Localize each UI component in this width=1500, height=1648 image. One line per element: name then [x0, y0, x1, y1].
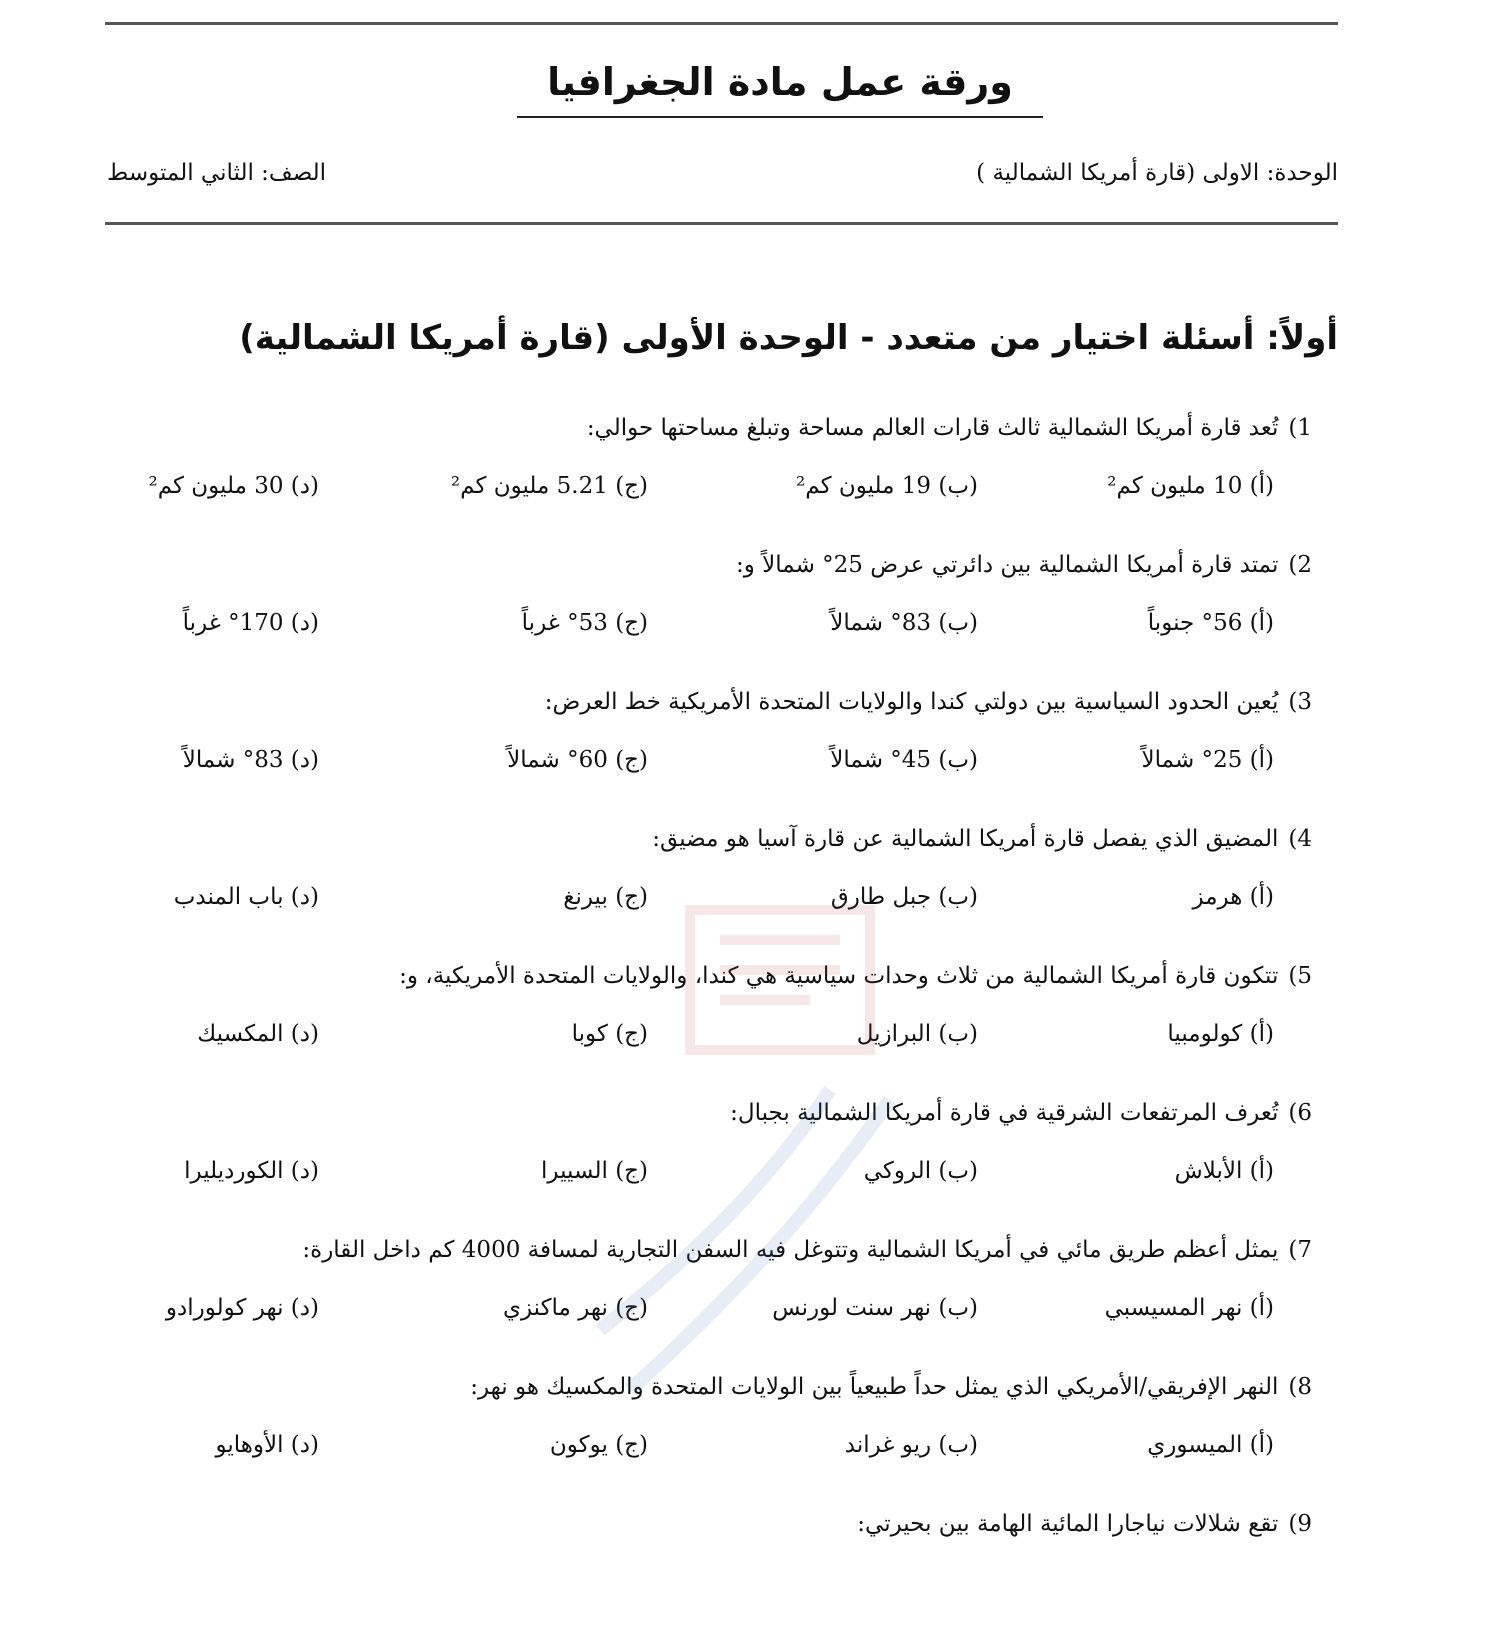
- question-item: [102, 1374, 1312, 1511]
- question-text: [399, 963, 1312, 989]
- answer-option[interactable]: (ب) جبل طارق: [830, 884, 978, 910]
- question-text: [302, 1237, 1312, 1263]
- question-item: [102, 689, 1312, 826]
- answer-options: [114, 1295, 1274, 1329]
- question-number: 6): [1288, 1100, 1312, 1126]
- question-number: 7): [1288, 1237, 1312, 1263]
- answer-option[interactable]: (د) باب المندب: [173, 884, 319, 910]
- question-text: [587, 415, 1312, 441]
- answer-options: [114, 747, 1274, 781]
- question-prompt: يُعين الحدود السياسية بين دولتي كندا والولايات المتحدة الأمريكية خط العرض:: [544, 689, 1279, 715]
- questions-list: [102, 415, 1312, 1648]
- answer-option[interactable]: (أ) 56° جنوباً: [1147, 610, 1274, 636]
- question-text: [730, 1100, 1312, 1126]
- answer-option[interactable]: (أ) 10 مليون كم²: [1107, 473, 1274, 499]
- answer-option[interactable]: (ج) يوكون: [549, 1432, 648, 1458]
- title-container: [0, 60, 1500, 118]
- question-number: 5): [1288, 963, 1312, 989]
- question-number: 3): [1288, 689, 1312, 715]
- answer-option[interactable]: (أ) 25° شمالاً: [1141, 747, 1274, 773]
- answer-option[interactable]: (أ) الميسوري: [1147, 1432, 1274, 1458]
- answer-option[interactable]: (د) الكورديليرا: [184, 1158, 319, 1184]
- answer-option[interactable]: (ب) الروكي: [863, 1158, 978, 1184]
- answer-option[interactable]: (ب) البرازيل: [856, 1021, 978, 1047]
- answer-option[interactable]: (ب) ريو غراند: [844, 1432, 978, 1458]
- question-prompt: النهر الإفريقي/الأمريكي الذي يمثل حداً طبيعياً بين الولايات المتحدة والمكسيك هو نهر:: [470, 1374, 1279, 1400]
- answer-option[interactable]: (د) نهر كولورادو: [165, 1295, 319, 1321]
- worksheet-title: ورقة عمل مادة الجغرافيا: [517, 60, 1043, 118]
- question-number: 4): [1288, 826, 1312, 852]
- question-item: [102, 963, 1312, 1100]
- header-divider: [105, 222, 1338, 225]
- answer-option[interactable]: (د) 30 مليون كم²: [148, 473, 319, 499]
- question-number: 1): [1288, 415, 1312, 441]
- answer-options: [114, 1432, 1274, 1466]
- unit-label: الوحدة: الاولى (قارة أمريكا الشمالية ): [976, 160, 1338, 186]
- answer-option[interactable]: (أ) الأبلاش: [1174, 1158, 1274, 1184]
- question-text: [545, 689, 1312, 715]
- answer-option[interactable]: (د) المكسيك: [197, 1021, 319, 1047]
- answer-option[interactable]: (د) 83° شمالاً: [182, 747, 319, 773]
- answer-option[interactable]: (ج) 60° شمالاً: [507, 747, 648, 773]
- question-prompt: تُعرف المرتفعات الشرقية في قارة أمريكا الشمالية بجبال:: [730, 1100, 1279, 1126]
- answer-option[interactable]: (أ) هرمز: [1192, 884, 1274, 910]
- answer-options: [114, 884, 1274, 918]
- question-prompt: المضيق الذي يفصل قارة أمريكا الشمالية عن قارة آسيا هو مضيق:: [652, 826, 1279, 852]
- answer-option[interactable]: (ب) 45° شمالاً: [830, 747, 978, 773]
- question-prompt: تُعد قارة أمريكا الشمالية ثالث قارات العالم مساحة وتبلغ مساحتها حوالي:: [586, 415, 1279, 441]
- question-prompt: يمثل أعظم طريق مائي في أمريكا الشمالية وتتوغل فيه السفن التجارية لمسافة 4000 كم داخل القارة:: [302, 1237, 1279, 1263]
- answer-option[interactable]: (ج) كوبا: [571, 1021, 648, 1047]
- answer-options: [114, 1021, 1274, 1055]
- answer-option[interactable]: (ج) 53° غرباً: [521, 610, 648, 636]
- question-item: [102, 552, 1312, 689]
- grade-label: الصف: الثاني المتوسط: [107, 160, 327, 186]
- question-item: [102, 826, 1312, 963]
- question-text: [470, 1374, 1312, 1400]
- answer-options: [114, 473, 1274, 507]
- answer-option[interactable]: (د) 170° غرباً: [182, 610, 319, 636]
- question-item: [102, 415, 1312, 552]
- question-item: [102, 1100, 1312, 1237]
- answer-option[interactable]: (ج) السييرا: [541, 1158, 648, 1184]
- question-prompt: تمتد قارة أمريكا الشمالية بين دائرتي عرض 25° شمالاً و:: [735, 552, 1279, 578]
- answer-option[interactable]: (ج) بيرنغ: [563, 884, 648, 910]
- question-item: [102, 1237, 1312, 1374]
- answer-option[interactable]: (ب) 83° شمالاً: [830, 610, 978, 636]
- question-prompt: تقع شلالات نياجارا المائية الهامة بين بحيرتي:: [857, 1511, 1279, 1537]
- answer-option[interactable]: (ب) نهر سنت لورنس: [772, 1295, 978, 1321]
- question-item: [102, 1511, 1312, 1648]
- question-number: 2): [1288, 552, 1312, 578]
- answer-option[interactable]: (ج) 5.21 مليون كم²: [450, 473, 648, 499]
- answer-option[interactable]: (د) الأوهايو: [215, 1432, 319, 1458]
- question-number: 9): [1288, 1511, 1312, 1537]
- answer-option[interactable]: (ب) 19 مليون كم²: [796, 473, 978, 499]
- question-text: [736, 552, 1312, 578]
- answer-option[interactable]: (أ) كولومبيا: [1167, 1021, 1274, 1047]
- question-text: [857, 1511, 1312, 1537]
- answer-option[interactable]: (ج) نهر ماكنزي: [502, 1295, 648, 1321]
- section-heading: أولاً: أسئلة اختيار من متعدد - الوحدة الأولى (قارة أمريكا الشمالية): [239, 318, 1338, 358]
- answer-options: [114, 610, 1274, 644]
- question-prompt: تتكون قارة أمريكا الشمالية من ثلاث وحدات سياسية هي كندا، والولايات المتحدة الأمريكية، و:: [399, 963, 1279, 989]
- answer-option[interactable]: (أ) نهر المسيسبي: [1104, 1295, 1274, 1321]
- answer-options: [114, 1158, 1274, 1192]
- question-text: [652, 826, 1312, 852]
- top-divider: [105, 22, 1338, 25]
- question-number: 8): [1288, 1374, 1312, 1400]
